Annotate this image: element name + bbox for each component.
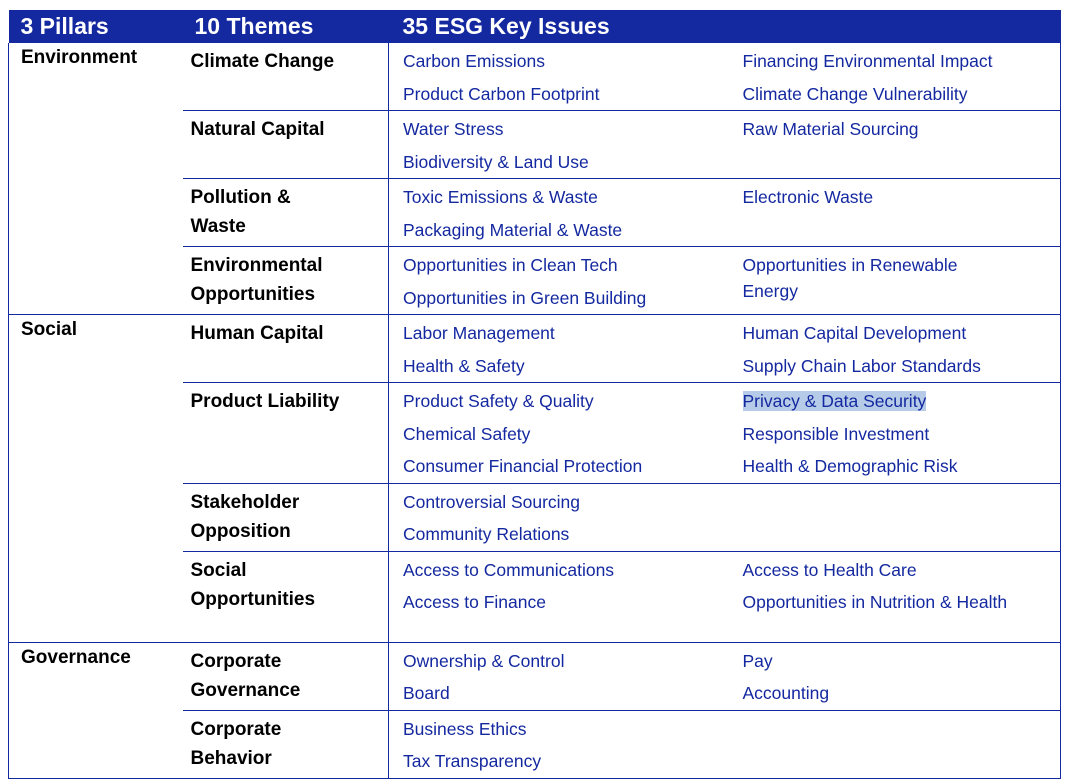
theme-pollution-and-waste [183, 179, 389, 247]
issues-left-column [389, 111, 729, 179]
theme-climate-change [183, 43, 389, 111]
issues-left-column [389, 179, 729, 247]
issue-human-capital-development [743, 317, 1061, 350]
issue-label: Accounting [742, 683, 830, 703]
issue-privacy-and-data-security [743, 385, 1061, 418]
issues-left-column [389, 315, 729, 383]
issues-right-column [729, 315, 1061, 383]
issue-label: Biodiversity & Land Use [403, 151, 589, 172]
issue-ownership-and-control [403, 645, 729, 678]
pillar-environment: Environment [9, 43, 183, 315]
issue-carbon-emissions [403, 45, 729, 78]
issue-label: Opportunities in Renewable Energy [742, 255, 958, 301]
pillar-governance: Governance [9, 642, 183, 778]
theme-label: Stakeholder Opposition [190, 491, 300, 542]
theme-label: Product Liability [190, 391, 340, 412]
issue-climate-change-vulnerability [743, 78, 1061, 111]
theme-product-liability [183, 383, 389, 484]
issue-opportunities-in-nutrition-and-health [743, 589, 1013, 615]
pillar-social: Social [9, 315, 183, 643]
theme-corporate-governance [183, 642, 389, 710]
issue-label: Responsible Investment [742, 423, 930, 444]
issue-label: Product Carbon Footprint [403, 83, 600, 104]
header-pillars: 3 Pillars [20, 13, 109, 39]
table-header [9, 10, 1061, 43]
header-themes: 10 Themes [194, 13, 314, 39]
theme-natural-capital [183, 111, 389, 179]
issue-label: Consumer Financial Protection [403, 456, 643, 476]
issue-health-and-demographic-risk [743, 450, 1061, 483]
issue-raw-material-sourcing [743, 113, 1061, 146]
issue-supply-chain-labor-standards [743, 350, 1061, 383]
issues-left-column [389, 483, 729, 551]
issue-electronic-waste [743, 181, 1061, 214]
issue-label: Community Relations [403, 524, 570, 544]
issue-business-ethics [403, 713, 729, 746]
issues-right-column [729, 247, 1061, 315]
issue-label: Electronic Waste [742, 187, 874, 207]
issue-financing-environmental-impact [743, 45, 1061, 78]
theme-label: Social Opportunities [190, 559, 316, 610]
theme-label: Human Capital [190, 323, 324, 344]
issue-opportunities-in-renewable-energy [743, 252, 1013, 304]
theme-human-capital [183, 315, 389, 383]
issues-right-column [729, 383, 1061, 484]
issue-label: Health & Safety [403, 355, 525, 376]
issue-label: Product Safety & Quality [403, 391, 594, 411]
issue-controversial-sourcing [403, 486, 729, 519]
table-body [9, 43, 1061, 778]
issue-label: Packaging Material & Waste [403, 219, 623, 240]
theme-label: Climate Change [190, 51, 335, 72]
theme-social-opportunities [183, 551, 389, 642]
issues-right-column [729, 551, 1061, 642]
issue-label: Access to Health Care [742, 559, 917, 580]
issues-right-column [729, 710, 1061, 778]
issues-right-column [729, 483, 1061, 551]
issue-label: Water Stress [403, 119, 504, 139]
issue-label: Opportunities in Green Building [403, 287, 647, 308]
issue-label: Labor Management [403, 323, 555, 343]
issue-opportunities-in-clean-tech [403, 249, 729, 282]
esg-framework-table [8, 10, 1061, 779]
issue-product-carbon-footprint [403, 78, 729, 111]
header-key-issues: 35 ESG Key Issues [402, 13, 610, 39]
theme-label: Corporate Behavior [190, 718, 282, 769]
theme-label: Pollution & Waste [190, 187, 291, 237]
issue-label: Access to Communications [403, 559, 615, 580]
issues-left-column [389, 43, 729, 111]
issue-community-relations [403, 518, 729, 551]
issue-label: Carbon Emissions [403, 51, 545, 71]
issue-water-stress [403, 113, 729, 146]
issue-label: Pay [742, 650, 773, 671]
issue-label: Chemical Safety [403, 423, 531, 444]
table-row [9, 43, 1061, 111]
issue-label: Financing Environmental Impact [742, 51, 993, 71]
issue-label: Controversial Sourcing [403, 491, 581, 512]
issue-label: Toxic Emissions & Waste [403, 187, 598, 207]
issue-label: Business Ethics [403, 718, 527, 739]
issue-labor-management [403, 317, 729, 350]
issue-packaging-material-and-waste [403, 214, 729, 247]
issue-label: Climate Change Vulnerability [742, 83, 968, 104]
issues-left-column [389, 710, 729, 778]
theme-label: Corporate Governance [190, 650, 301, 701]
theme-label: Environmental Opportunities [190, 255, 323, 305]
issue-board [403, 677, 729, 710]
issue-opportunities-in-green-building [403, 282, 729, 315]
issue-accounting [743, 677, 1061, 710]
issue-biodiversity-and-land-use [403, 146, 729, 179]
issue-label: Opportunities in Nutrition & Health [742, 592, 1008, 612]
theme-environmental-opportunities [183, 247, 389, 315]
theme-corporate-behavior [183, 710, 389, 778]
issue-label: Ownership & Control [403, 650, 565, 671]
issue-label: Supply Chain Labor Standards [742, 355, 981, 376]
issues-left-column [389, 383, 729, 484]
issues-right-column [729, 179, 1061, 247]
issue-access-to-finance [403, 586, 729, 619]
issue-label: Human Capital Development [742, 323, 967, 343]
issue-access-to-health-care [743, 554, 1061, 587]
issues-left-column [389, 642, 729, 710]
issue-access-to-communications [403, 554, 729, 587]
issue-label: Tax Transparency [403, 751, 542, 771]
issue-label: Opportunities in Clean Tech [403, 255, 618, 275]
issue-label: Health & Demographic Risk [742, 456, 958, 476]
issue-health-and-safety [403, 350, 729, 383]
issue-chemical-safety [403, 418, 729, 451]
issue-pay [743, 645, 1061, 678]
issues-left-column [389, 247, 729, 315]
issue-label: Privacy & Data Security [742, 391, 927, 411]
issue-product-safety-and-quality [403, 385, 729, 418]
table-row [9, 315, 1061, 383]
issue-tax-transparency [403, 745, 729, 778]
issues-right-column [729, 43, 1061, 111]
issues-right-column [729, 111, 1061, 179]
issue-label: Raw Material Sourcing [742, 119, 919, 139]
issue-toxic-emissions-and-waste [403, 181, 729, 214]
theme-label: Natural Capital [190, 119, 325, 140]
issues-left-column [389, 551, 729, 642]
issue-responsible-investment [743, 418, 1061, 451]
theme-stakeholder-opposition [183, 483, 389, 551]
header-row [9, 10, 1061, 43]
issues-right-column [729, 642, 1061, 710]
issue-label: Board [403, 683, 450, 703]
issue-consumer-financial-protection [403, 450, 729, 483]
issue-label: Access to Finance [403, 592, 546, 612]
table-row [9, 642, 1061, 710]
